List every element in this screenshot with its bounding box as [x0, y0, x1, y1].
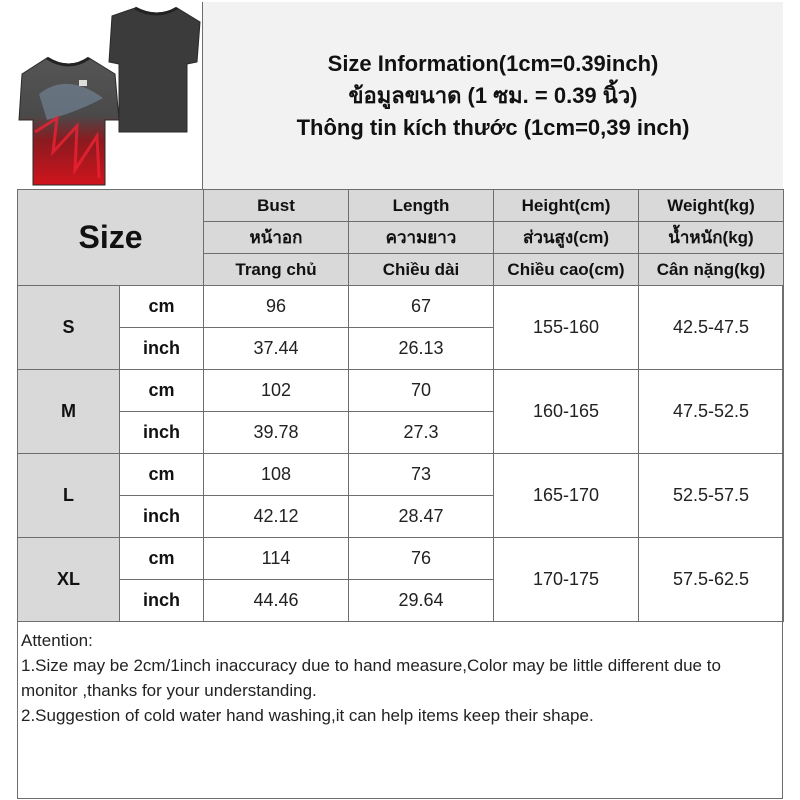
col-header-height-vi: Chiều cao(cm) — [494, 254, 639, 286]
col-header-length-th: ความยาว — [349, 222, 494, 254]
unit-label: inch — [120, 328, 204, 370]
attention-notes — [21, 628, 781, 728]
weight-value: 42.5-47.5 — [639, 286, 784, 370]
length-value: 26.13 — [349, 328, 494, 370]
length-value: 28.47 — [349, 496, 494, 538]
back-shirt — [109, 8, 200, 132]
unit-label: inch — [120, 412, 204, 454]
info-line-thai: ข้อมูลขนาด (1 ซม. = 0.39 นิ้ว) — [348, 82, 638, 108]
bust-value: 42.12 — [204, 496, 349, 538]
col-header-length-en: Length — [349, 190, 494, 222]
col-header-bust-th: หน้าอก — [204, 222, 349, 254]
unit-label: cm — [120, 370, 204, 412]
notes-line-2: 2.Suggestion of cold water hand washing,it can help items keep their shape. — [21, 706, 594, 725]
notes-title: Attention: — [21, 631, 93, 650]
bust-value: 96 — [204, 286, 349, 328]
bust-value: 108 — [204, 454, 349, 496]
bust-value: 37.44 — [204, 328, 349, 370]
col-header-bust-vi: Trang chủ — [204, 254, 349, 286]
height-value: 170-175 — [494, 538, 639, 622]
info-line-vietnamese: Thông tin kích thước (1cm=0,39 inch) — [296, 114, 690, 140]
size-label: L — [18, 454, 120, 538]
length-value: 67 — [349, 286, 494, 328]
table-row — [18, 454, 784, 496]
table-row — [18, 286, 784, 328]
table-row — [18, 370, 784, 412]
size-label: S — [18, 286, 120, 370]
length-value: 70 — [349, 370, 494, 412]
bust-value: 114 — [204, 538, 349, 580]
col-header-length-vi: Chiều dài — [349, 254, 494, 286]
col-header-weight-th: น้ำหนัก(kg) — [639, 222, 784, 254]
table-row — [18, 538, 784, 580]
length-value: 76 — [349, 538, 494, 580]
length-value: 29.64 — [349, 580, 494, 622]
col-header-bust-en: Bust — [204, 190, 349, 222]
unit-label: cm — [120, 454, 204, 496]
bust-value: 39.78 — [204, 412, 349, 454]
tshirt-image — [17, 2, 203, 190]
unit-label: inch — [120, 580, 204, 622]
col-header-height-th: ส่วนสูง(cm) — [494, 222, 639, 254]
unit-label: cm — [120, 286, 204, 328]
weight-value: 47.5-52.5 — [639, 370, 784, 454]
length-value: 73 — [349, 454, 494, 496]
size-table — [17, 189, 784, 622]
notes-line-1: 1.Size may be 2cm/1inch inaccuracy due to hand measure,Color may be little different due to monitor ,thanks for your understanding. — [21, 656, 721, 700]
height-value: 165-170 — [494, 454, 639, 538]
front-shirt — [19, 58, 119, 185]
unit-label: cm — [120, 538, 204, 580]
weight-value: 52.5-57.5 — [639, 454, 784, 538]
col-header-height-en: Height(cm) — [494, 190, 639, 222]
weight-value: 57.5-62.5 — [639, 538, 784, 622]
size-label: XL — [18, 538, 120, 622]
length-value: 27.3 — [349, 412, 494, 454]
bust-value: 44.46 — [204, 580, 349, 622]
size-label: M — [18, 370, 120, 454]
bust-value: 102 — [204, 370, 349, 412]
size-column-title: Size — [18, 190, 204, 286]
height-value: 155-160 — [494, 286, 639, 370]
unit-label: inch — [120, 496, 204, 538]
info-line-english: Size Information(1cm=0.39inch) — [327, 50, 659, 76]
size-info-header — [203, 2, 783, 190]
height-value: 160-165 — [494, 370, 639, 454]
product-image-cell — [17, 2, 203, 190]
col-header-weight-en: Weight(kg) — [639, 190, 784, 222]
col-header-weight-vi: Cân nặng(kg) — [639, 254, 784, 286]
